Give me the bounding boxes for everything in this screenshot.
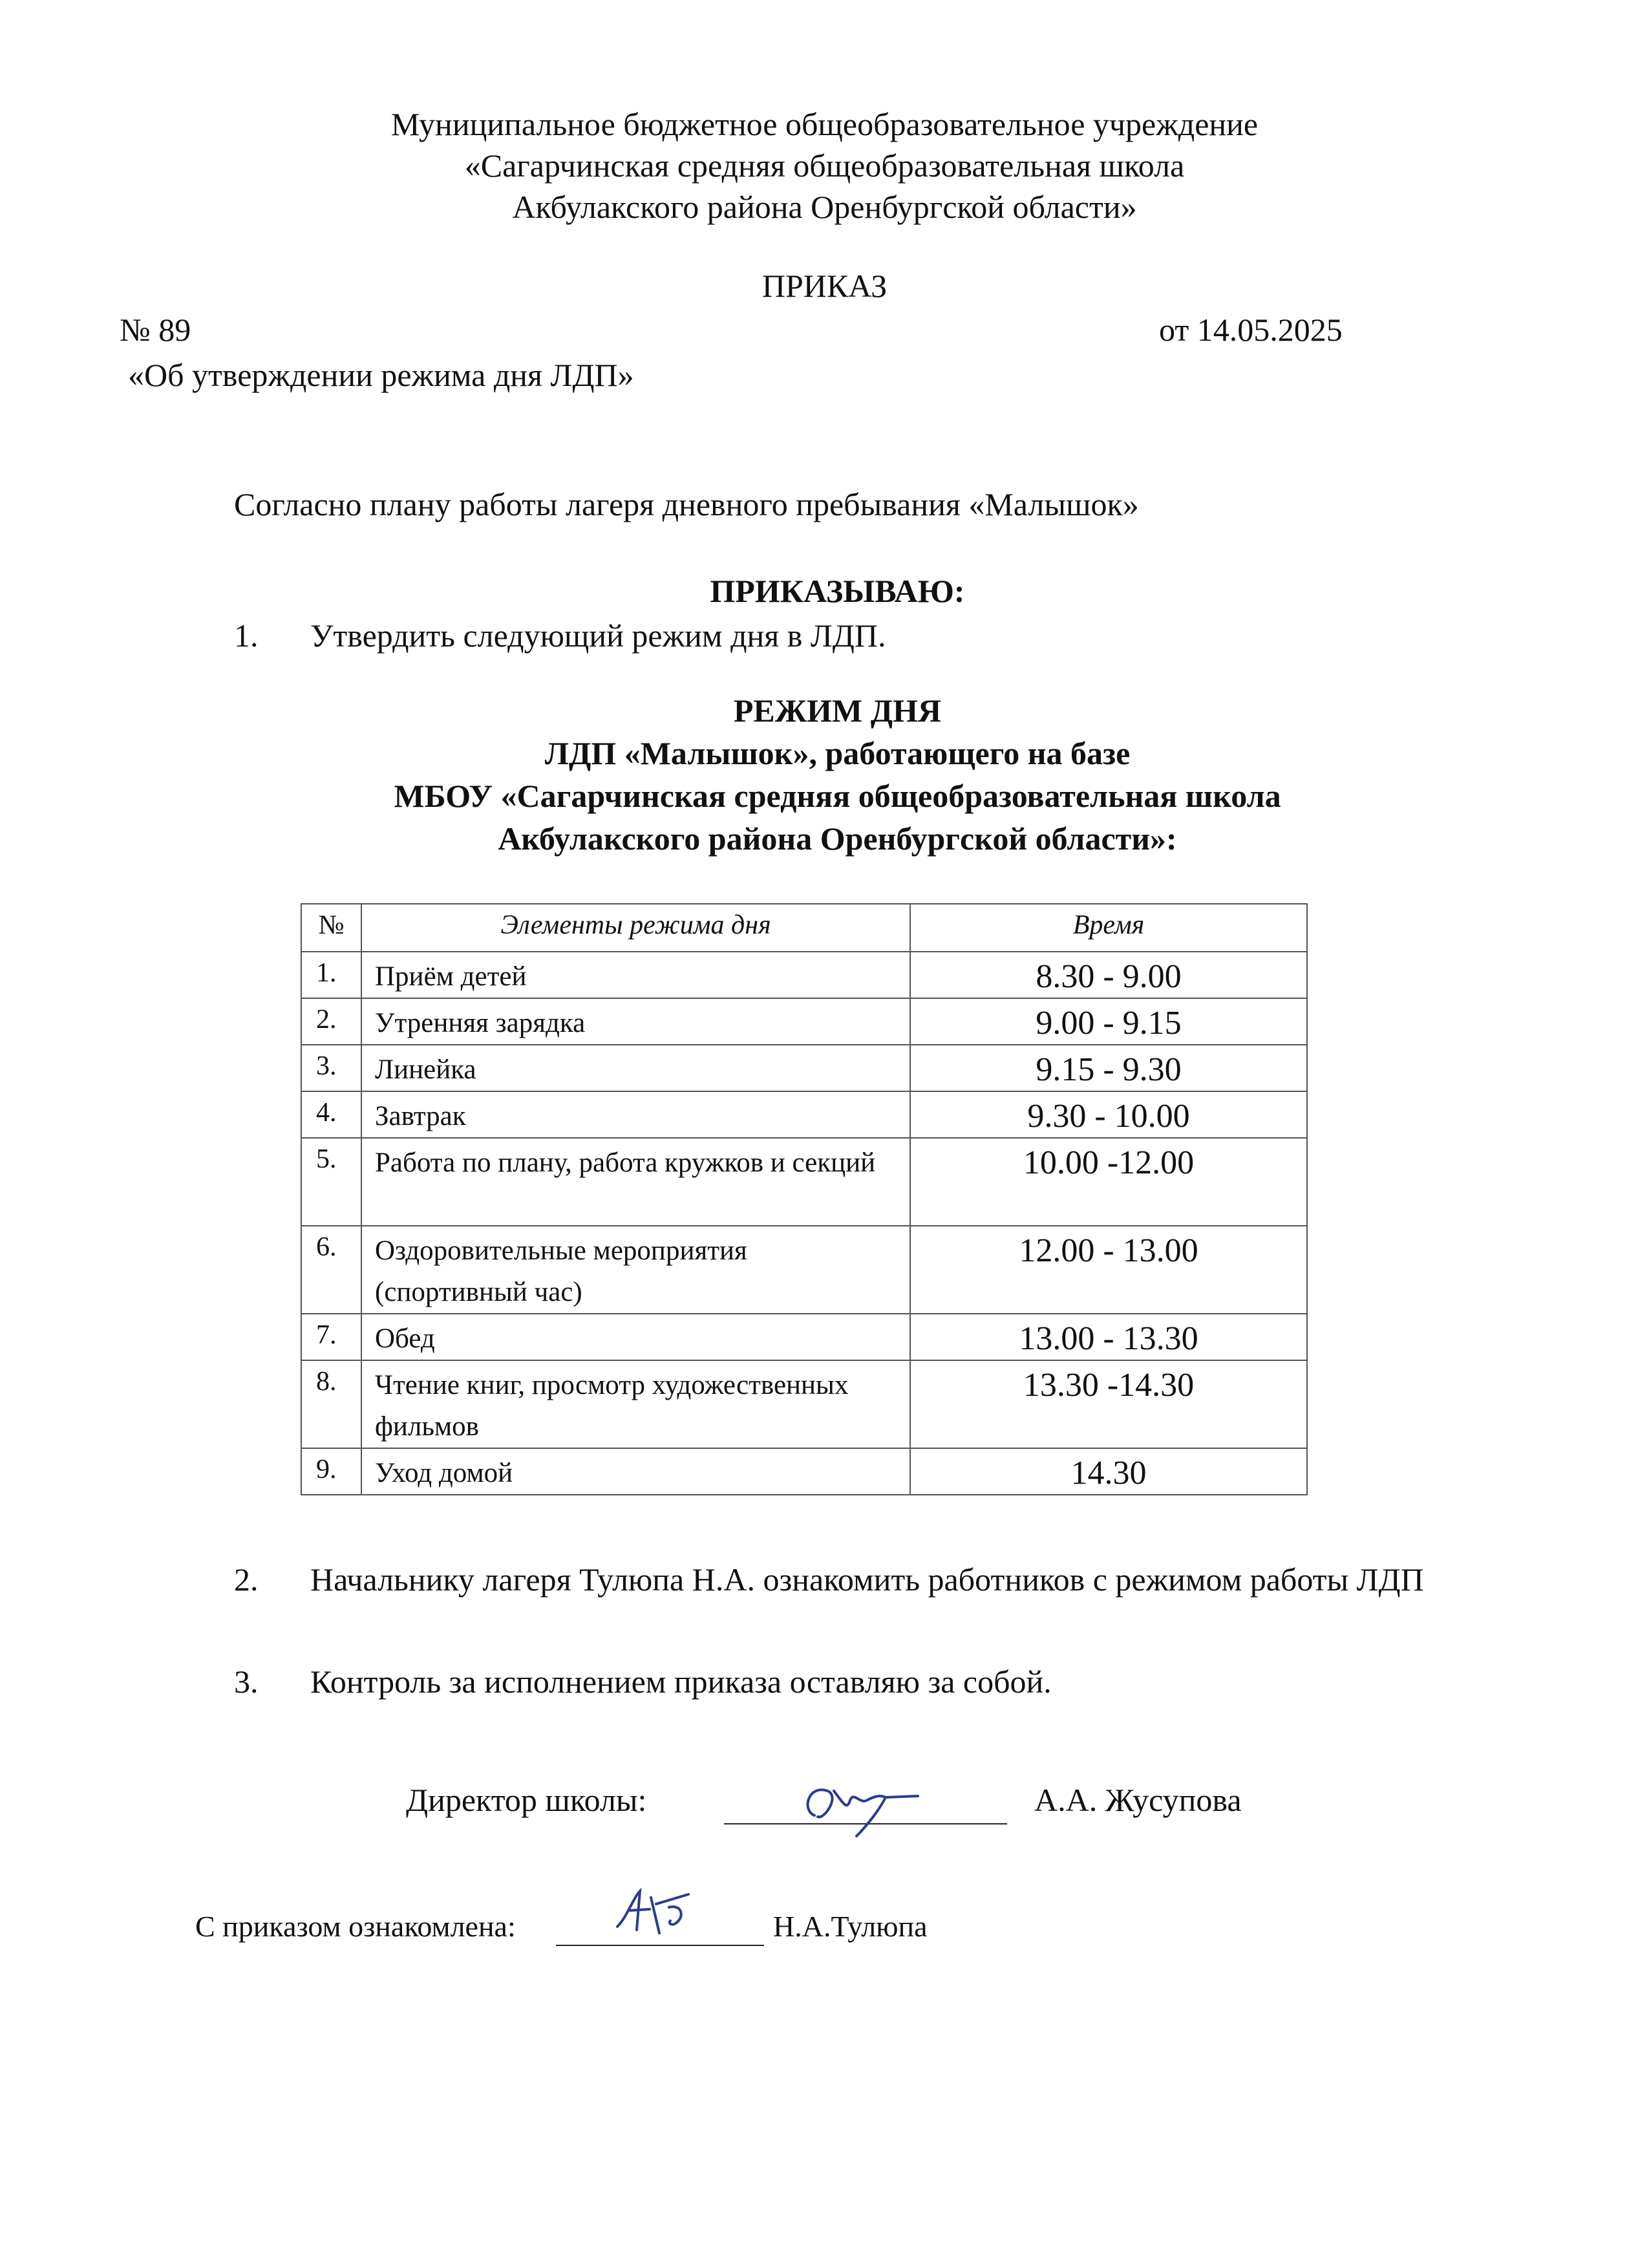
row-number: 4. [301,1091,361,1138]
row-time: 14.30 [910,1448,1307,1495]
table-row [301,1226,1307,1314]
table-row [301,1045,1307,1091]
schedule-heading-line-2: ЛДП «Малышок», работающего на базе [544,735,1131,771]
row-time: 8.30 - 9.00 [910,952,1307,998]
item-text: Начальнику лагеря Тулюпа Н.А. ознакомить работников с режимом работы ЛДП [310,1561,1424,1598]
director-signature [789,1765,931,1843]
order-item-1 [0,614,1649,657]
schedule-heading [0,689,1649,860]
row-number: 8. [301,1360,361,1448]
row-number: 6. [301,1226,361,1314]
row-time: 9.00 - 9.15 [910,998,1307,1045]
order-number: № 89 [120,312,191,348]
row-time: 9.15 - 9.30 [910,1045,1307,1091]
order-basis: Согласно плану работы лагеря дневного пребывания «Малышок» [234,486,1139,522]
acknowledgement-name: Н.А.Тулюпа [773,1910,928,1943]
institution-line-3: Акбулакского района Оренбургской области» [512,189,1137,225]
table-row [301,1314,1307,1360]
row-number: 3. [301,1045,361,1091]
row-time: 12.00 - 13.00 [910,1226,1307,1314]
table-row [301,1448,1307,1495]
schedule-heading-line-4: Акбулакского района Оренбургской области»: [498,820,1177,857]
acknowledgement-label: С приказом ознакомлена: [195,1910,516,1943]
institution-line-1: Муниципальное бюджетное общеобразовательное учреждение [390,106,1259,142]
director-name: А.А. Жусупова [1034,1782,1242,1818]
row-element: Работа по плану, работа кружков и секций [361,1138,910,1226]
item-paragraph [120,1558,1432,1601]
row-number: 5. [301,1138,361,1226]
order-title: ПРИКАЗ [761,268,888,304]
item-number: 2. [234,1561,259,1598]
item-number: 3. [234,1664,259,1700]
column-header-element: Элементы режима дня [361,904,910,952]
item-number: 1. [234,617,259,654]
order-date: от 14.05.2025 [1159,312,1343,348]
schedule-heading-line-3: МБОУ «Сагарчинская средняя общеобразовательная школа [394,778,1281,814]
table-header-row [301,904,1307,952]
institution-header [0,103,1649,228]
order-item-2 [120,1558,1432,1601]
row-element: Завтрак [361,1091,910,1138]
row-time: 13.00 - 13.30 [910,1314,1307,1360]
institution-line-2: «Сагарчинская средняя общеобразовательная школа [464,147,1185,184]
row-element: Приём детей [361,952,910,998]
table-row [301,952,1307,998]
row-element: Чтение книг, просмотр художественных фильмов [361,1360,910,1448]
schedule-table [301,903,1308,1495]
table-row [301,1138,1307,1226]
row-number: 7. [301,1314,361,1360]
order-subject: «Об утверждении режима дня ЛДП» [128,357,634,393]
row-time: 10.00 -12.00 [910,1138,1307,1226]
decree-heading: ПРИКАЗЫВАЮ: [710,573,965,609]
order-item-3 [0,1660,1649,1703]
row-number: 2. [301,998,361,1045]
row-element: Уход домой [361,1448,910,1495]
item-text: Контроль за исполнением приказа оставляю за собой. [310,1664,1052,1700]
row-time: 9.30 - 10.00 [910,1091,1307,1138]
table-row [301,998,1307,1045]
column-header-number: № [301,904,361,952]
acknowledgement-signature [611,1878,701,1943]
column-header-time: Время [910,904,1307,952]
row-element: Обед [361,1314,910,1360]
table-row [301,1360,1307,1448]
row-element: Утренняя зарядка [361,998,910,1045]
item-text: Утвердить следующий режим дня в ЛДП. [310,617,886,654]
row-number: 9. [301,1448,361,1495]
row-element: Линейка [361,1045,910,1091]
director-label: Директор школы: [406,1782,647,1818]
row-number: 1. [301,952,361,998]
table-row [301,1091,1307,1138]
row-time: 13.30 -14.30 [910,1360,1307,1448]
schedule-heading-line-1: РЕЖИМ ДНЯ [733,692,942,729]
row-element: Оздоровительные мероприятия (спортивный час) [361,1226,910,1314]
